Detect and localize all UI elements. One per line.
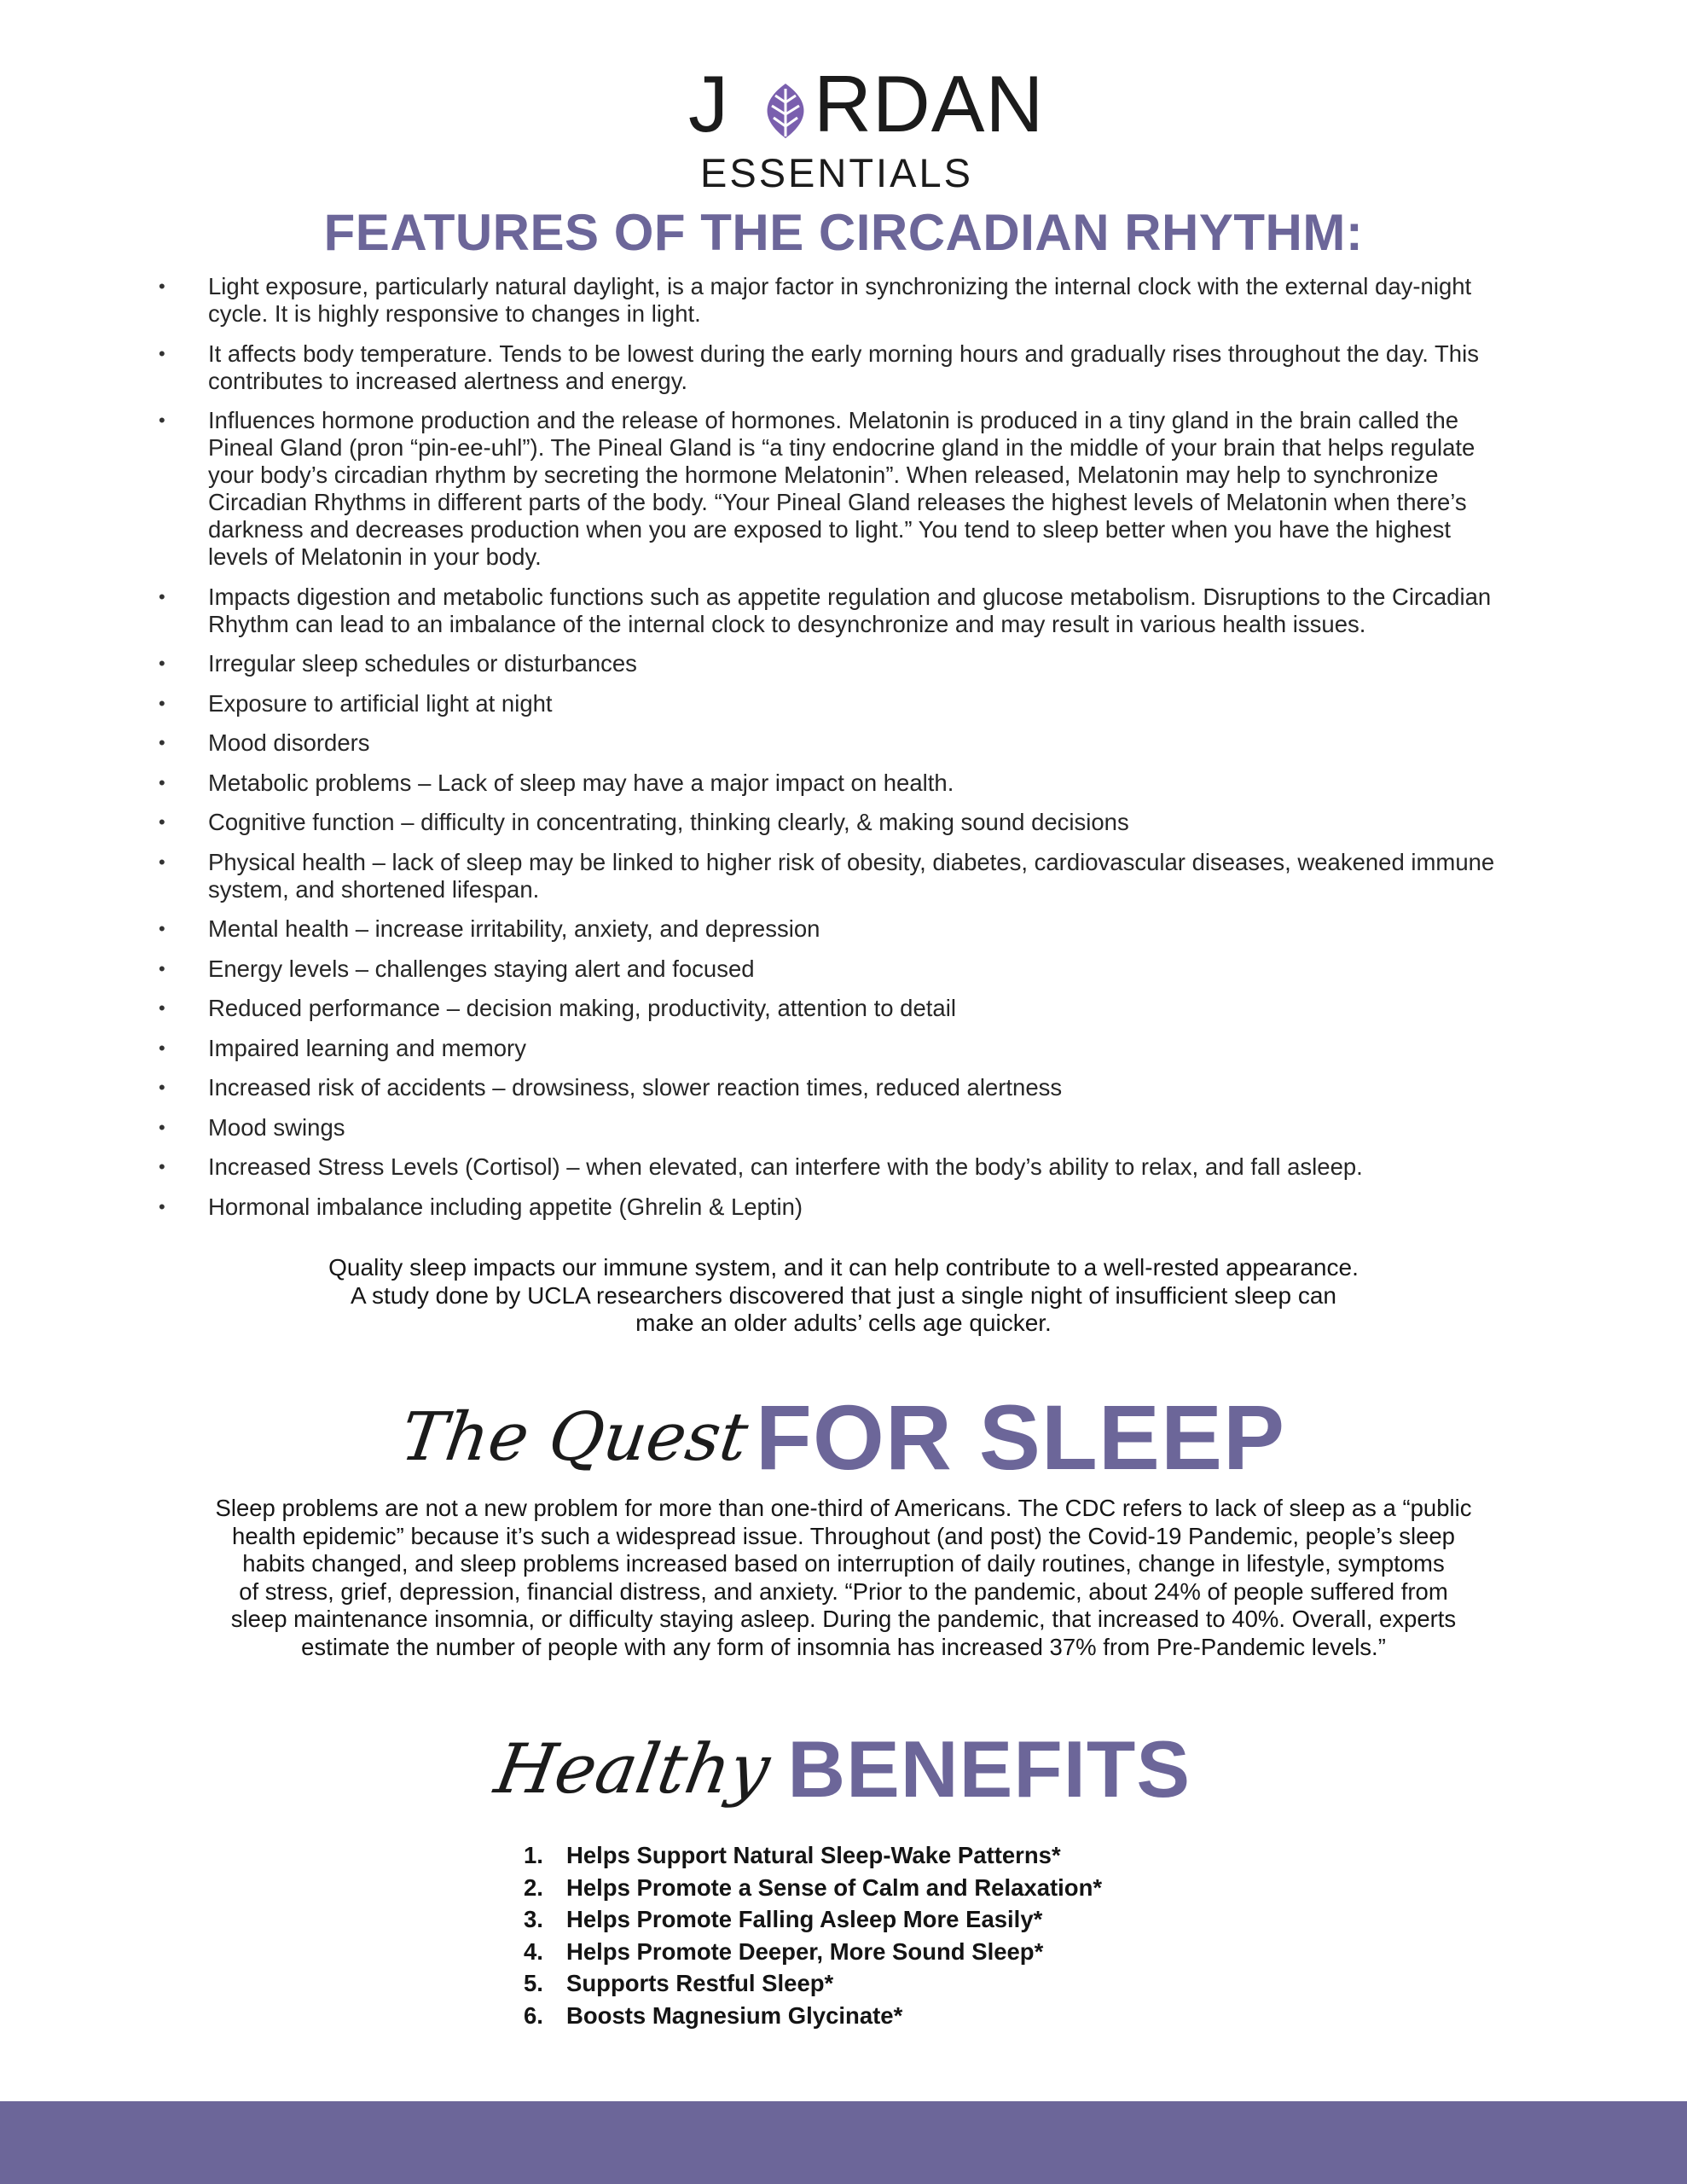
list-item-line: your body’s circadian rhythm by secreting the hormone Melatonin”. When released, Melatonin may help to synchronize — [208, 462, 1439, 488]
list-item-line: Hormonal imbalance including appetite (Ghrelin & Leptin) — [208, 1193, 803, 1220]
bullet-dot-icon: • — [159, 692, 165, 714]
list-item — [159, 849, 1540, 903]
list-item — [159, 809, 1540, 836]
paragraph-line: Sleep problems are not a new problem for more than one-third of Americans. The CDC refers to lack of sleep as a “public — [215, 1495, 1472, 1521]
list-item-line: Mental health – increase irritability, anxiety, and depression — [208, 915, 820, 942]
quest-script-text: The Quest — [396, 1399, 753, 1476]
bullet-dot-icon: • — [159, 851, 165, 873]
bullet-dot-icon: • — [159, 771, 165, 793]
list-item — [159, 273, 1540, 328]
benefit-number: 4. — [524, 1937, 543, 1965]
benefit-item — [524, 1872, 1102, 1904]
paragraph-line: sleep maintenance insomnia, or difficulty staying asleep. During the pandemic, that increased to 40%. Overall, experts — [230, 1606, 1457, 1632]
list-item-line: Circadian Rhythms in different parts of the body. “Your Pineal Gland releases the highest levels of Melatonin when there’s — [208, 489, 1467, 515]
list-item-line: Physical health – lack of sleep may be linked to higher risk of obesity, diabetes, cardiovascular diseases, weakened immune — [208, 848, 1495, 875]
list-item-line: Irregular sleep schedules or disturbances — [208, 650, 637, 677]
bullet-dot-icon: • — [159, 1116, 165, 1138]
bullet-dot-icon: • — [159, 918, 165, 939]
list-item — [159, 729, 1540, 757]
benefit-text: Helps Promote a Sense of Calm and Relaxation* — [566, 1873, 1103, 1901]
bullet-dot-icon: • — [159, 276, 165, 297]
paragraph-line: habits changed, and sleep problems increased based on interruption of daily routines, change in lifestyle, symptoms — [242, 1550, 1445, 1577]
list-item-line: Mood disorders — [208, 729, 370, 756]
benefit-number: 5. — [524, 1970, 543, 1997]
list-item-line: It affects body temperature. Tends to be lowest during the early morning hours and gradually rises throughout the day. This — [208, 340, 1479, 367]
benefit-item — [524, 2000, 1102, 2032]
quality-sleep-note — [0, 1254, 1687, 1338]
paragraph-line: estimate the number of people with any form of insomnia has increased 37% from Pre-Pandemic levels.” — [301, 1633, 1386, 1660]
healthy-script-text: Healthy — [489, 1729, 776, 1809]
bullet-dot-icon: • — [159, 1195, 165, 1217]
bullet-dot-icon: • — [159, 653, 165, 674]
logo-essentials: ESSENTIALS — [700, 150, 973, 195]
list-item — [159, 1035, 1540, 1062]
list-item — [159, 1074, 1540, 1101]
list-item — [159, 690, 1540, 717]
benefit-number: 2. — [524, 1873, 543, 1901]
benefit-text: Helps Promote Deeper, More Sound Sleep* — [566, 1937, 1044, 1965]
list-item-line: system, and shortened lifespan. — [208, 875, 540, 903]
bullet-dot-icon: • — [159, 1156, 165, 1177]
list-item-line: Metabolic problems – Lack of sleep may have a major impact on health. — [208, 769, 954, 796]
bullet-dot-icon: • — [159, 732, 165, 753]
list-item-line: Exposure to artificial light at night — [208, 689, 553, 717]
list-item-line: Energy levels – challenges staying alert and focused — [208, 955, 755, 982]
bullet-dot-icon: • — [159, 811, 165, 833]
healthy-benefits-heading — [0, 1725, 1687, 1814]
bullet-dot-icon: • — [159, 957, 165, 979]
list-item — [159, 650, 1540, 677]
benefit-item — [524, 1903, 1102, 1936]
logo-letter-j: J — [688, 59, 729, 148]
brand-logo — [0, 59, 1687, 198]
quality-line: A study done by UCLA researchers discovered that just a single night of insufficient sleep can — [351, 1281, 1336, 1309]
benefits-text: BENEFITS — [787, 1724, 1191, 1814]
benefit-text: Helps Support Natural Sleep-Wake Patterns* — [566, 1842, 1061, 1868]
list-item-line: Increased risk of accidents – drowsiness, slower reaction times, reduced alertness — [208, 1074, 1063, 1101]
list-item — [159, 770, 1540, 797]
list-item-line: Pineal Gland (pron “pin-ee-uhl”). The Pineal Gland is “a tiny endocrine gland in the middle of your brain that helps regulate — [208, 434, 1475, 461]
benefits-list — [524, 1839, 1102, 2032]
benefit-text: Helps Promote Falling Asleep More Easily* — [566, 1906, 1043, 1933]
bullet-dot-icon: • — [159, 342, 165, 364]
list-item — [159, 584, 1540, 638]
brand-logo-svg — [681, 59, 1045, 198]
footer-bar — [0, 2101, 1687, 2184]
benefit-text: Boosts Magnesium Glycinate* — [566, 2001, 903, 2029]
list-item — [159, 1114, 1540, 1141]
logo-word-rdan: RDAN — [814, 59, 1045, 148]
list-item-line: levels of Melatonin in your body. — [208, 543, 542, 570]
paragraph-line: of stress, grief, depression, financial distress, and anxiety. “Prior to the pandemic, about 24% of people suffered from — [239, 1577, 1448, 1605]
benefit-number: 6. — [524, 2001, 543, 2029]
paragraph-line: health epidemic” because it’s such a widespread issue. Throughout (and post) the Covid-19 Pandemic, people’s sleep — [232, 1522, 1455, 1549]
circadian-features-list — [159, 273, 1540, 1233]
benefit-text: Supports Restful Sleep* — [566, 1970, 834, 1997]
benefit-number: 3. — [524, 1906, 543, 1933]
list-item-line: Influences hormone production and the release of hormones. Melatonin is produced in a tiny gland in the brain called the — [208, 407, 1459, 433]
benefit-number: 1. — [524, 1842, 543, 1868]
benefit-item — [524, 1936, 1102, 1968]
quest-for-sleep-heading — [0, 1385, 1687, 1489]
list-item — [159, 956, 1540, 983]
bullet-dot-icon: • — [159, 1077, 165, 1098]
list-item-line: contributes to increased alertness and energy. — [208, 367, 688, 394]
quality-line: make an older adults’ cells age quicker. — [635, 1310, 1052, 1336]
sleep-problems-paragraph — [171, 1495, 1516, 1661]
bullet-dot-icon: • — [159, 997, 165, 1019]
list-item-line: Increased Stress Levels (Cortisol) – when elevated, can interfere with the body’s ability to relax, and fall asleep. — [208, 1153, 1363, 1180]
list-item-line: Impacts digestion and metabolic functions such as appetite regulation and glucose metabolism. Disruptions to the Circadian — [208, 583, 1492, 610]
list-item-line: Cognitive function – difficulty in concentrating, thinking clearly, & making sound decisions — [208, 809, 1129, 835]
benefit-item — [524, 1839, 1102, 1872]
list-item — [159, 1153, 1540, 1181]
list-item — [159, 407, 1540, 571]
list-item-line: darkness and decreases production when you are exposed to light.” You tend to sleep better when you have the highest — [208, 516, 1451, 543]
bullet-dot-icon: • — [159, 1037, 165, 1059]
list-item — [159, 915, 1540, 943]
list-item — [159, 340, 1540, 395]
bullet-dot-icon: • — [159, 585, 165, 607]
bullet-dot-icon: • — [159, 410, 165, 431]
page-title: FEATURES OF THE CIRCADIAN RHYTHM: — [323, 204, 1364, 261]
list-item — [159, 1194, 1540, 1221]
list-item-line: cycle. It is highly responsive to changes in light. — [208, 300, 701, 327]
quality-line: Quality sleep impacts our immune system, and it can help contribute to a well-rested appearance. — [328, 1254, 1359, 1281]
list-item-line: Impaired learning and memory — [208, 1034, 526, 1061]
list-item-line: Reduced performance – decision making, productivity, attention to detail — [208, 995, 956, 1021]
leaf-icon — [768, 84, 804, 138]
list-item-line: Rhythm can lead to an imbalance of the internal clock to desynchronize and may result in various health issues. — [208, 610, 1366, 637]
for-sleep-text: FOR SLEEP — [755, 1385, 1286, 1489]
list-item-line: Light exposure, particularly natural daylight, is a major factor in synchronizing the internal clock with the external day-night — [208, 273, 1472, 299]
list-item — [159, 995, 1540, 1022]
list-item-line: Mood swings — [208, 1113, 345, 1141]
benefit-item — [524, 1967, 1102, 2000]
